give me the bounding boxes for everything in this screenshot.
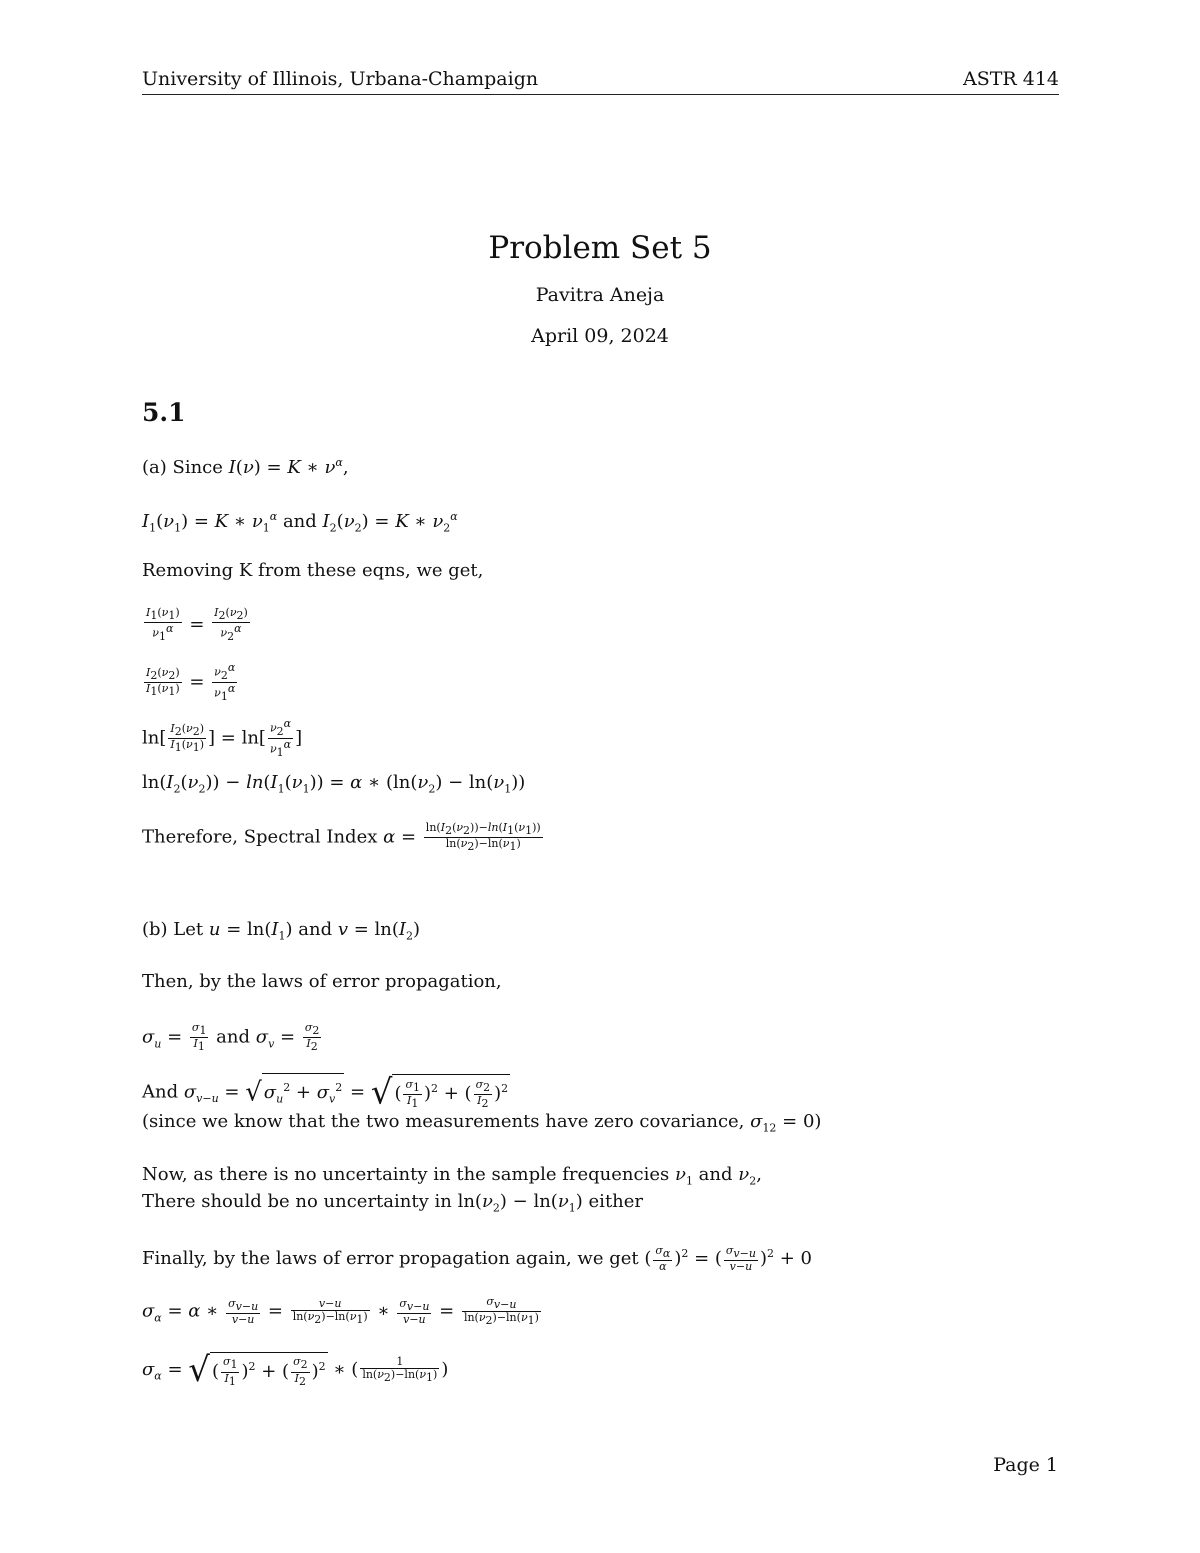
text-then: Then, by the laws of error propagation, — [142, 971, 502, 992]
text-since: (since we know that the two measurements have zero covariance, — [142, 1111, 745, 1132]
text-and-3: and — [216, 1026, 251, 1048]
header-course: ASTR 414 — [962, 68, 1059, 90]
text-and-2: and — [298, 919, 333, 940]
text-either: either — [588, 1191, 644, 1212]
doc-title: Problem Set 5 — [488, 230, 712, 266]
eq-log-ratio: ln[ $\frac{I_2(\nu_2)}{I_1(\nu_1)}$ ] = ln[ $\frac{\nu_2^\alpha}{\nu_1^\alpha}$ ] — [142, 717, 303, 759]
page-number: Page 1 — [993, 1454, 1058, 1476]
text-removing: Removing K from these eqns, we get, — [142, 560, 484, 581]
eq-i1-i2: $I_1(\nu_1) = K$ ∗ $\nu_1^\alpha$ and $I_2(\nu_2) = K$ ∗ $\nu_2^\alpha$ — [142, 510, 458, 535]
text-and-4: and — [698, 1164, 733, 1185]
eq-ratio-1: $\frac{I_1(\nu_1)}{\nu_1^\alpha}$ = $\frac{I_2(\nu_2)}{\nu_2^\alpha}$ — [146, 606, 248, 644]
header-institution: University of Illinois, Urbana-Champaign — [142, 68, 539, 90]
eq-now-2: There should be no uncertainty in $\ln(\nu_2) - \ln(\nu_1)$ either — [142, 1191, 644, 1215]
eq-log-diff: $\ln(I_2(\nu_2)) - \ln(I_1(\nu_1)) = \alpha$ ∗ $(\ln(\nu_2) - \ln(\nu_1))$ — [142, 772, 526, 796]
header-rule — [142, 94, 1059, 95]
eq-finally: Finally, by the laws of error propagation again, we get ( $\frac{\sigma_\alpha}{\alpha}$ )$^2$ = ( $\frac{\sigma_{v-u}}{v-u}$ )$^2$ + 0 — [142, 1243, 812, 1274]
text-b-intro: (b) Let — [142, 919, 204, 940]
eq-a-intro: (a) Since I(ν) = K ∗ $\nu^\alpha$, — [142, 456, 349, 478]
eq-spectral-index: Therefore, Spectral Index α = $\frac{\ln(I_2(\nu_2))-\ln(I_1(\nu_1))}{\ln(\nu_2)-\ln(\nu_1)}$ — [142, 821, 541, 854]
eq-sigma-alpha-1: $\sigma_\alpha = \alpha$ ∗ $\frac{\sigma_{v-u}}{v-u}$ = $\frac{v-u}{\ln(\nu_2)-\ln(\nu_1)}$ ∗ $\frac{\sigma_{v-u}}{v-u}$ = $\frac{\sigma_{v-u}}{\ln(\nu_2)-\ln(\nu_1)}$ — [142, 1295, 539, 1328]
eq-sigma-vu: And $\sigma_{v-u}$ = √ $\sigma_u^2 + \sigma_v^2$ = √ ( $\frac{\sigma_1}{I_1}$ )$^2$ + ( $\frac{\sigma_2}{I_2}$ )$^2$ — [142, 1072, 509, 1113]
eq-sigma-alpha-2: $\sigma_\alpha$ = √ ( $\frac{\sigma_1}{I_1}$ )$^2$ + ( $\frac{\sigma_2}{I_2}$ )$^2$ ∗ ( $\frac{1}{\ln(\nu_2)-\ln(\nu_1)}$ ) — [142, 1349, 449, 1390]
text-now-1: Now, as there is no uncertainty in the sample frequencies — [142, 1164, 670, 1185]
section-heading: 5.1 — [142, 398, 186, 427]
text-and: and — [282, 511, 317, 532]
eq-b-intro: (b) Let $u = \ln(I_1)$ and $v = \ln(I_2)$ — [142, 919, 421, 943]
text-now-2: There should be no uncertainty in — [142, 1191, 452, 1212]
eq-since: (since we know that the two measurements have zero covariance, $\sigma_{12} = 0$) — [142, 1111, 822, 1135]
doc-date: April 09, 2024 — [531, 325, 669, 347]
text-finally: Finally, by the laws of error propagation again, we get — [142, 1248, 639, 1269]
text-and-word: And — [142, 1081, 179, 1103]
eq-sigma-uv: $\sigma_u$ = $\frac{\sigma_1}{I_1}$ and $\sigma_v$ = $\frac{\sigma_2}{I_2}$ — [142, 1021, 320, 1054]
text-a-intro: (a) Since — [142, 457, 223, 478]
eq-ratio-2: $\frac{I_2(\nu_2)}{I_1(\nu_1)}$ = $\frac{\nu_2^\alpha}{\nu_1^\alpha}$ — [146, 661, 236, 703]
eq-now-1: Now, as there is no uncertainty in the sample frequencies $\nu_1$ and $\nu_2$, — [142, 1164, 762, 1188]
doc-author: Pavitra Aneja — [535, 284, 665, 306]
text-therefore: Therefore, Spectral Index — [142, 826, 378, 848]
